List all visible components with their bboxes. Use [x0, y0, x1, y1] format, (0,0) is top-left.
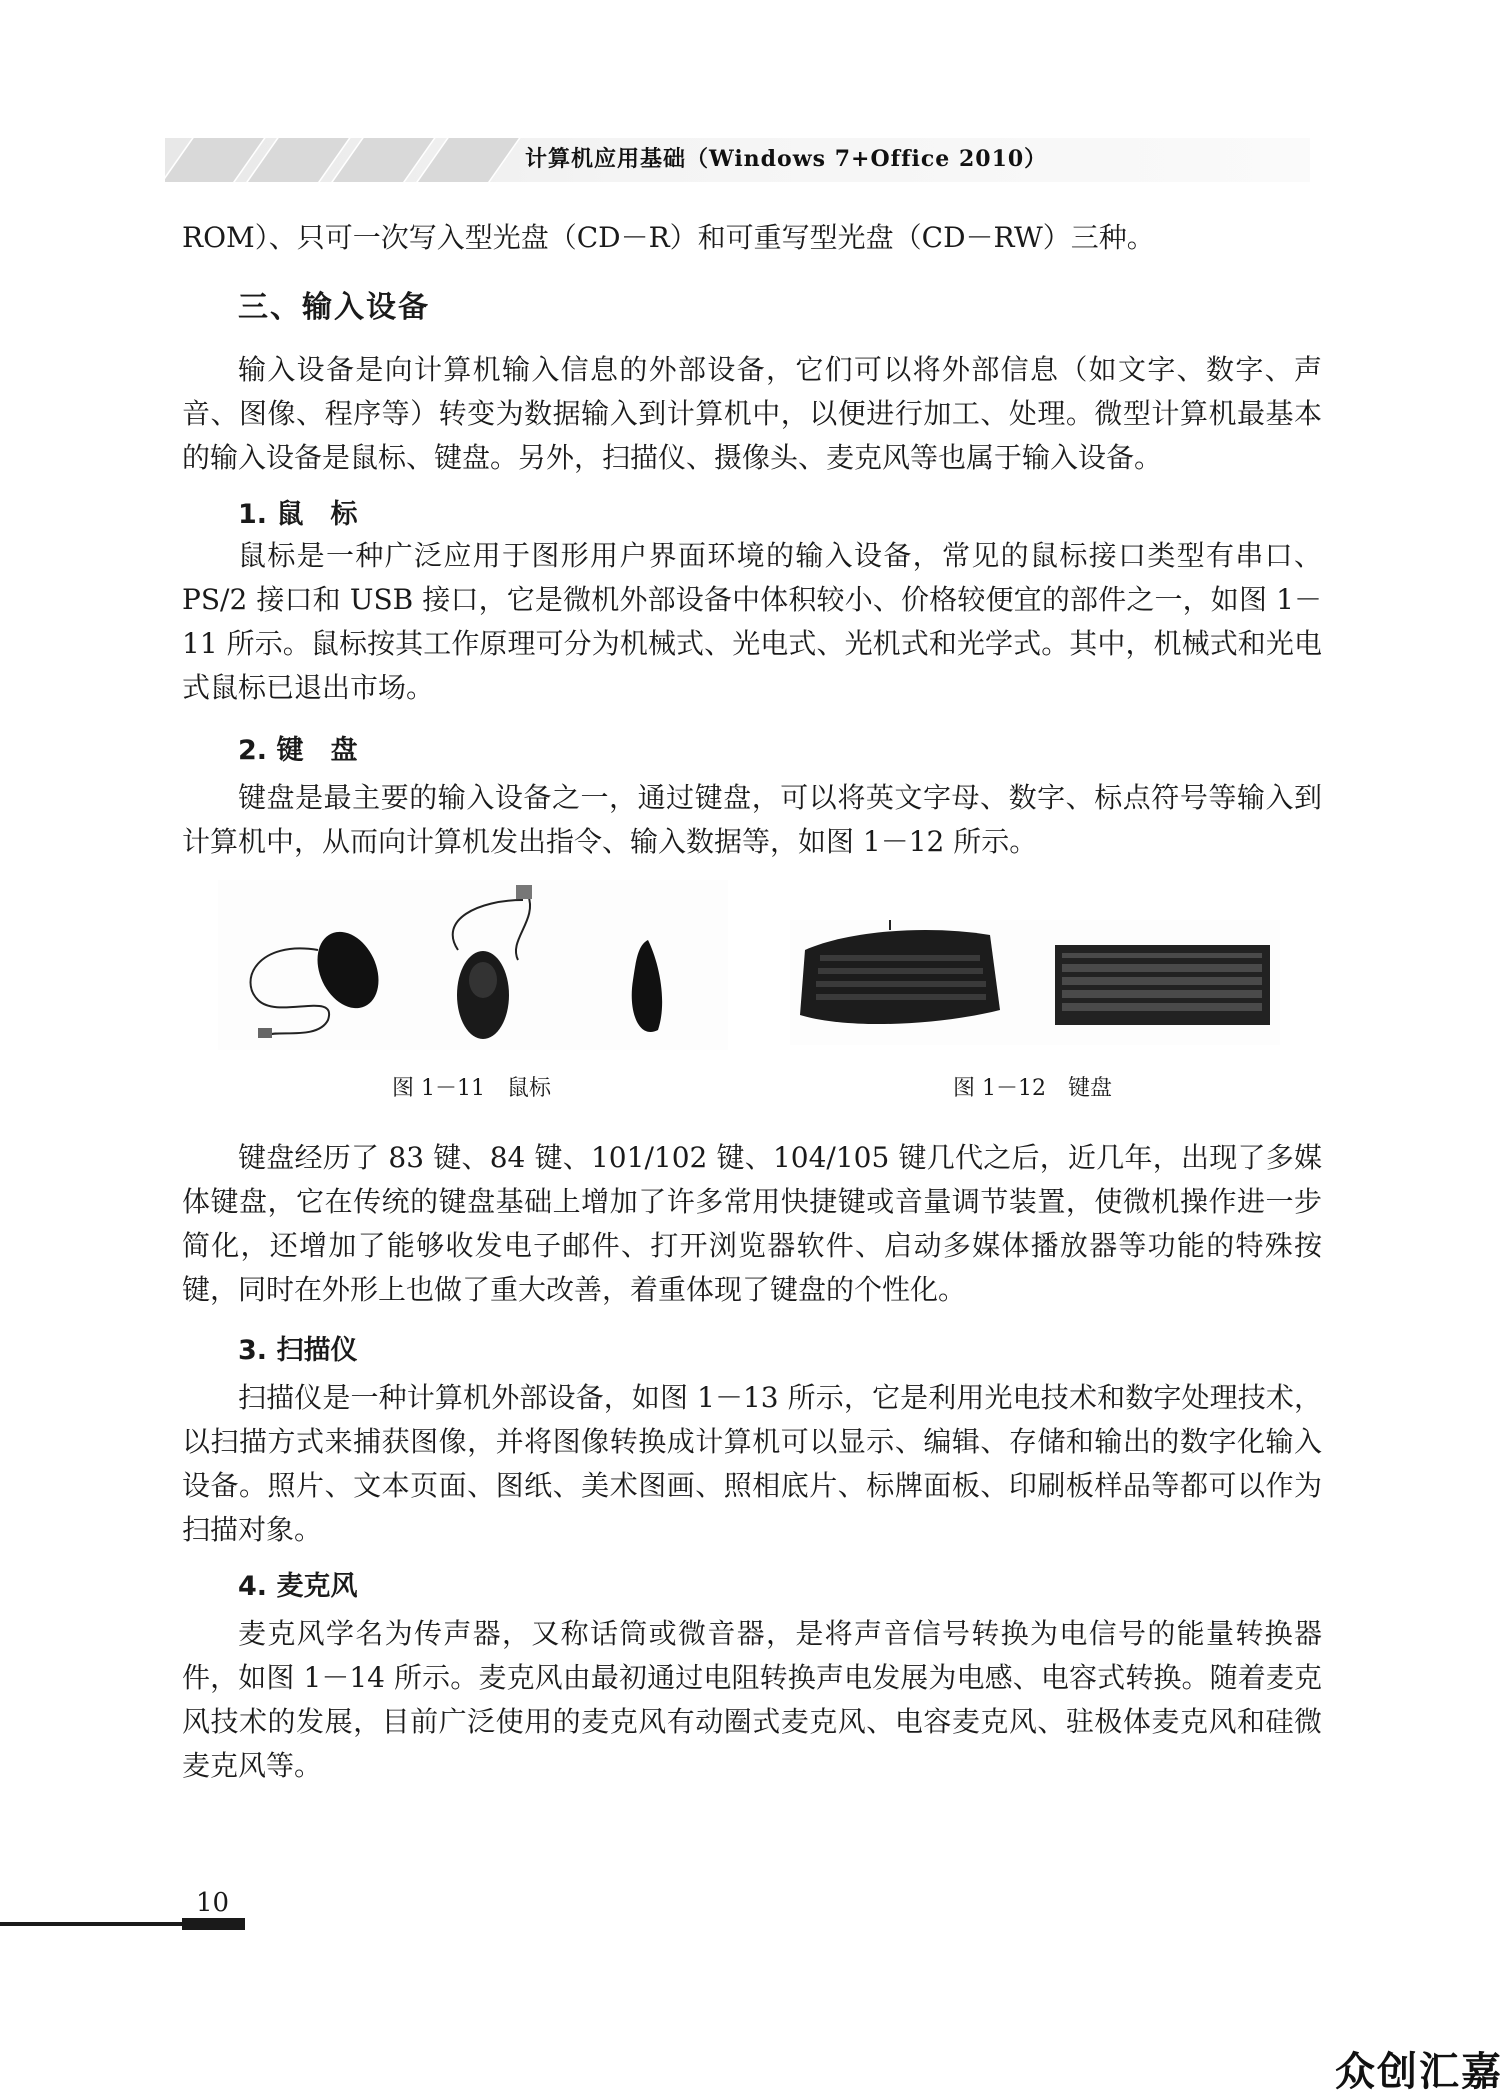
- header-title: 计算机应用基础（Windows 7+Office 2010）: [525, 146, 1048, 172]
- section-heading-input-devices: 三、输入设备: [238, 290, 430, 325]
- paragraph-microphone: 麦克风学名为传声器，又称话筒或微音器，是将声音信号转换为电信号的能量转换器件，如图 1－14 所示。麦克风由最初通过电阻转换声电发展为电感、电容式转换。随着麦克风技术的发展，目前广泛使用的麦克风有动圈式麦克风、电容麦克风、驻极体麦克风和硅微麦克风等。: [182, 1617, 1322, 1782]
- ps2-plug-icon: [258, 1028, 272, 1038]
- usb-plug-icon: [516, 885, 532, 899]
- subheading-scanner: 3. 扫描仪: [238, 1335, 358, 1366]
- subheading-keyboard: 2. 键 盘: [238, 735, 358, 766]
- figure-keyboard-image: [790, 920, 1280, 1045]
- paragraph-continuation: ROM）、只可一次写入型光盘（CD－R）和可重写型光盘（CD－RW）三种。: [182, 221, 1155, 254]
- paragraph-input-devices: 输入设备是向计算机输入信息的外部设备，它们可以将外部信息（如文字、数字、声音、图像、程序等）转变为数据输入到计算机中，以便进行加工、处理。微型计算机最基本的输入设备是鼠标、键盘。另外，扫描仪、摄像头、麦克风等也属于输入设备。: [182, 353, 1322, 474]
- paragraph-mouse: 鼠标是一种广泛应用于图形用户界面环境的输入设备，常见的鼠标接口类型有串口、PS/2 接口和 USB 接口，它是微机外部设备中体积较小、价格较便宜的部件之一，如图 1－11 所示。鼠标按其工作原理可分为机械式、光电式、光机式和光学式。其中，机械式和光电式鼠标已退出市场。: [182, 539, 1322, 704]
- keyboard-1-icon: [800, 930, 1000, 1024]
- subheading-mouse: 1. 鼠 标: [238, 499, 358, 530]
- paragraph-scanner: 扫描仪是一种计算机外部设备，如图 1－13 所示，它是利用光电技术和数字处理技术，以扫描方式来捕获图像，并将图像转换成计算机可以显示、编辑、存储和输出的数字化输入设备。照片、文本页面、图纸、美术图画、照相底片、标牌面板、印刷板样品等都可以作为扫描对象。: [182, 1381, 1322, 1546]
- figure-caption-keyboard: 图 1－12 键盘: [953, 1076, 1112, 1101]
- keyboard-banner-image: [165, 138, 525, 182]
- figure-mouse-image: [218, 880, 728, 1050]
- footer-rule-thick: [182, 1918, 245, 1930]
- subheading-microphone: 4. 麦克风: [238, 1571, 358, 1602]
- figure-caption-mouse: 图 1－11 鼠标: [392, 1076, 551, 1101]
- paragraph-keyboard-history: 键盘经历了 83 键、84 键、101/102 键、104/105 键几代之后，近几年，出现了多媒体键盘，它在传统的键盘基础上增加了许多常用快捷键或音量调节装置，使微机操作进一步简化，还增加了能够收发电子邮件、打开浏览器软件、启动多媒体播放器等功能的特殊按键，同时在外形上也做了重大改善，着重体现了键盘的个性化。: [182, 1141, 1322, 1306]
- watermark-logo: 众创汇嘉: [1335, 2049, 1503, 2095]
- paragraph-keyboard: 键盘是最主要的输入设备之一，通过键盘，可以将英文字母、数字、标点符号等输入到计算机中，从而向计算机发出指令、输入数据等，如图 1－12 所示。: [182, 781, 1322, 858]
- running-header: [165, 138, 1310, 182]
- page-number: 10: [196, 1888, 230, 1918]
